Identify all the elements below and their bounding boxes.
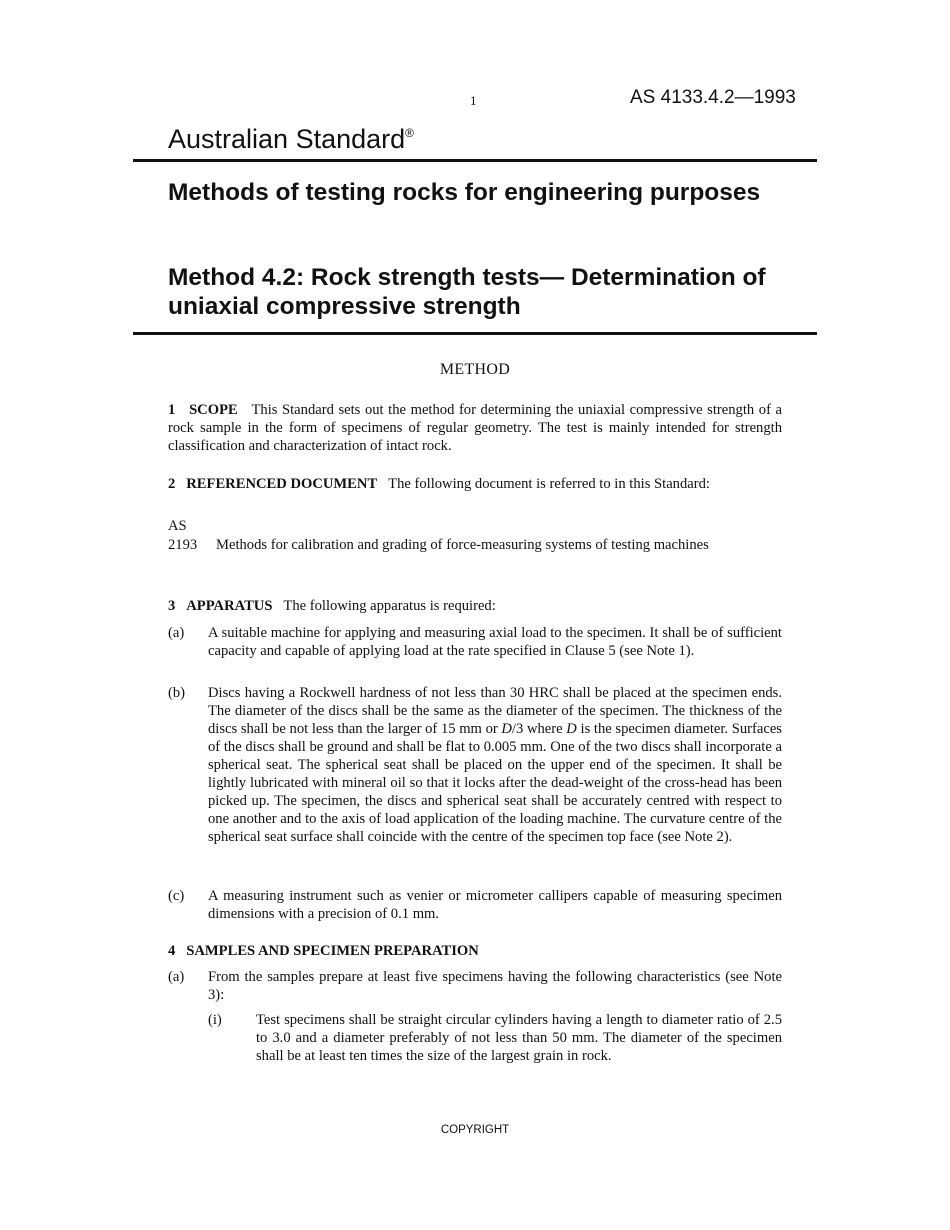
copyright-footer: COPYRIGHT bbox=[440, 1124, 510, 1136]
item-label: (a) bbox=[168, 625, 185, 641]
item-text-part: is the specimen diameter. Surfaces of the discs shall be ground and shall be flat to 0.005 mm. One of the two discs shall incorporate a spherical seat. The spherical seat shall be placed on the upper end of the specimen. It shall be lightly lubricated with mineral oil so that it locks after the dead-weight of the cross-head has been picked up. The specimen, the discs and spherical seat shall be accurately centred with respect to one another and to the axis of load application of the loading machine. The curvature centre of the spherical seat surface shall coincide with the centre of the specimen top face (see Note 2). bbox=[208, 721, 782, 845]
samples-item-a bbox=[168, 968, 782, 1004]
standard-title bbox=[168, 124, 414, 155]
variable-d: D bbox=[566, 721, 577, 737]
apparatus-section bbox=[168, 597, 782, 615]
method-label: METHOD bbox=[439, 361, 511, 378]
section-title: SAMPLES AND SPECIMEN PREPARATION bbox=[186, 943, 479, 959]
page-number: 1 bbox=[470, 93, 477, 108]
registered-mark: ® bbox=[405, 126, 414, 140]
section-text: The following document is referred to in this Standard: bbox=[388, 476, 710, 492]
item-label: (c) bbox=[168, 888, 185, 904]
reference-title: Methods for calibration and grading of force-measuring systems of testing machines bbox=[216, 537, 709, 553]
item-text-part: /3 where bbox=[511, 721, 567, 737]
referenced-section bbox=[168, 475, 782, 493]
standard-title-text: Australian Standard bbox=[168, 124, 406, 154]
section-number: 4 bbox=[168, 943, 176, 959]
document-id: AS 4133.4.2—1993 bbox=[630, 87, 796, 108]
reference-code: 2193 bbox=[168, 537, 198, 553]
item-text bbox=[208, 684, 782, 846]
item-label: (b) bbox=[168, 685, 186, 701]
scope-section bbox=[168, 401, 782, 455]
item-text: A measuring instrument such as venier or micrometer callipers capable of measuring specimen dimensions with a precision of 0.1 mm. bbox=[208, 888, 782, 922]
apparatus-item-a bbox=[168, 624, 782, 660]
samples-item-i bbox=[208, 1011, 782, 1065]
section-title: APPARATUS bbox=[186, 598, 273, 614]
section-text: The following apparatus is required: bbox=[283, 598, 496, 614]
section-text: This Standard sets out the method for determining the uniaxial compressive strength of a rock sample in the form of specimens of regular geometry. The test is mainly intended for strength classification and characterization of intact rock. bbox=[168, 402, 783, 454]
reference-prefix: AS bbox=[168, 518, 187, 534]
samples-section bbox=[168, 942, 782, 960]
section-title: REFERENCED DOCUMENT bbox=[186, 476, 378, 492]
reference-entry bbox=[168, 536, 782, 554]
method-title: Method 4.2: Rock strength tests— Determination of uniaxial compressive strength bbox=[168, 264, 766, 320]
item-text-part: Discs having a Rockwell hardness of not less than 30 HRC shall be placed at the specimen ends. The diameter of the discs shall be the same as the diameter of the specimen. The thickness of the discs shall be not less than the larger of 15 mm or bbox=[208, 685, 782, 737]
item-text: Test specimens shall be straight circular cylinders having a length to diameter ratio of 2.5 to 3.0 and a diameter preferably of not less than 50 mm. The diameter of the specimen shall be at least ten times the size of the largest grain in rock. bbox=[256, 1012, 782, 1064]
title-rule bbox=[133, 332, 817, 335]
apparatus-item-b bbox=[168, 684, 782, 846]
section-number: 2 bbox=[168, 476, 176, 492]
section-number: 1 bbox=[168, 402, 176, 418]
top-rule bbox=[133, 159, 817, 162]
apparatus-item-c bbox=[168, 887, 782, 923]
section-number: 3 bbox=[168, 598, 176, 614]
item-label: (a) bbox=[168, 969, 185, 985]
item-text: From the samples prepare at least five specimens having the following characteristics (see Note 3): bbox=[208, 969, 782, 1003]
section-title: SCOPE bbox=[189, 402, 238, 418]
item-text: A suitable machine for applying and measuring axial load to the specimen. It shall be of sufficient capacity and capable of applying load at the rate specified in Clause 5 (see Note 1). bbox=[208, 625, 782, 659]
variable-d: D bbox=[501, 721, 512, 737]
main-title: Methods of testing rocks for engineering purposes bbox=[168, 179, 761, 206]
item-label: (i) bbox=[208, 1012, 222, 1028]
